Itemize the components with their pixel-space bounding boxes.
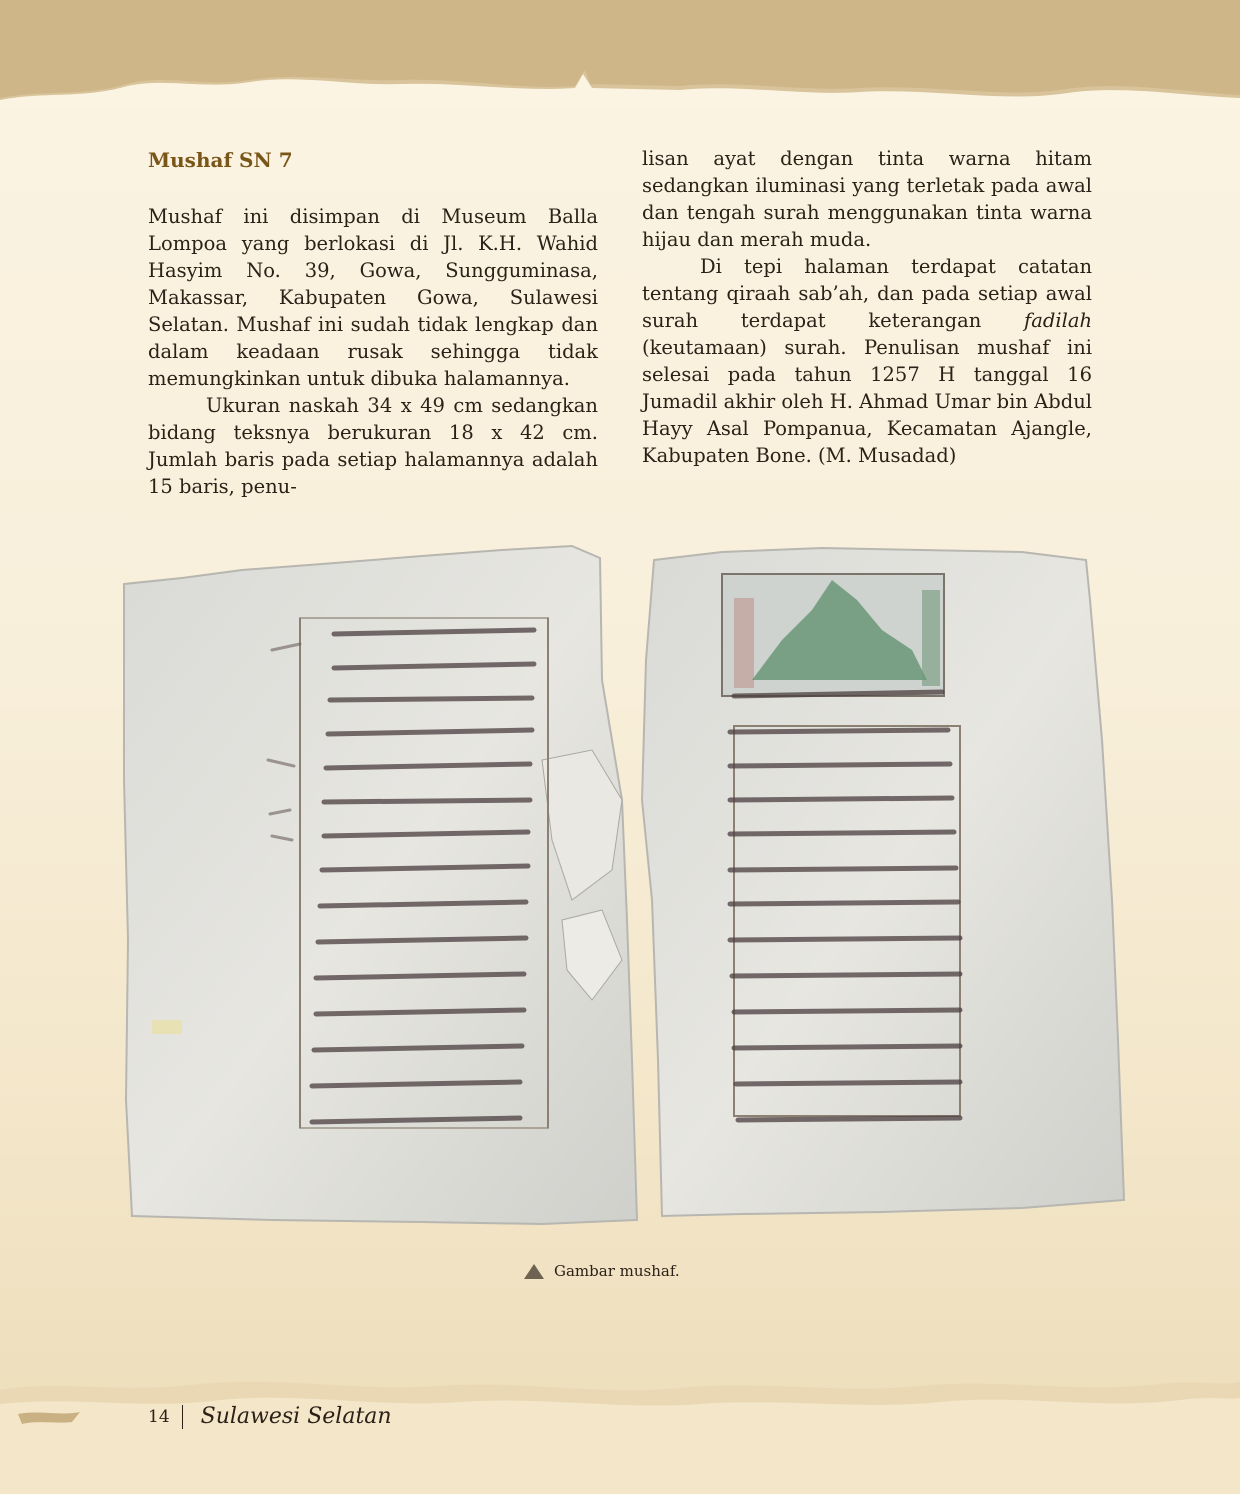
paragraph: Ukuran naskah 34 x 49 cm sedangkan bidang teksnya berukuran 18 x 42 cm. Jumlah baris pada setiap halamannya adalah 15 baris, penu-: [148, 394, 598, 498]
figure-caption: [524, 1262, 680, 1280]
paragraph: [642, 253, 1092, 469]
paragraph-text: (keutamaan) surah. Penulisan mushaf ini selesai pada tahun 1257 H tanggal 16 Jumadil akhir oleh H. Ahmad Umar bin Abdul Hayy Asal Pompanua, Kecamatan Ajangle, Kabupaten Bone. (M. Musadad): [642, 336, 1092, 467]
torn-paper-top-edge: [0, 0, 1240, 110]
footer-divider: [182, 1405, 183, 1429]
paragraph: Mushaf ini disimpan di Museum Balla Lompoa yang berlokasi di Jl. K.H. Wahid Hasyim No. 39, Gowa, Sungguminasa, Makassar, Kabupaten Gowa, Sulawesi Selatan. Mushaf ini sudah tidak lengkap dan dalam keadaan rusak sehingga tidak memungkinkan untuk dibuka halamannya.: [148, 205, 598, 390]
right-text-column: [642, 145, 1092, 469]
running-title: Sulawesi Selatan: [200, 1404, 392, 1429]
italic-term: fadilah: [1024, 309, 1092, 332]
paragraph-text: Di tepi halaman terdapat catatan tentang qiraah sab’ah, dan pada setiap awal surah terdapat keterangan: [642, 255, 1092, 332]
left-text-column: [148, 145, 598, 500]
right-page: [642, 548, 1124, 1216]
triangle-up-icon: [524, 1264, 544, 1279]
paragraph: lisan ayat dengan tinta warna hitam sedangkan iluminasi yang terletak pada awal dan tengah surah menggunakan tinta warna hijau dan merah muda.: [642, 147, 1092, 251]
paper-tab: [152, 1020, 182, 1034]
page-number: 14: [148, 1406, 170, 1427]
page-footer: [148, 1404, 392, 1429]
caption-text: Gambar mushaf.: [554, 1262, 680, 1280]
torn-paper-bottom-edge: [0, 1370, 1240, 1494]
manuscript-photo: [122, 540, 1128, 1230]
section-heading: Mushaf SN 7: [148, 148, 293, 172]
